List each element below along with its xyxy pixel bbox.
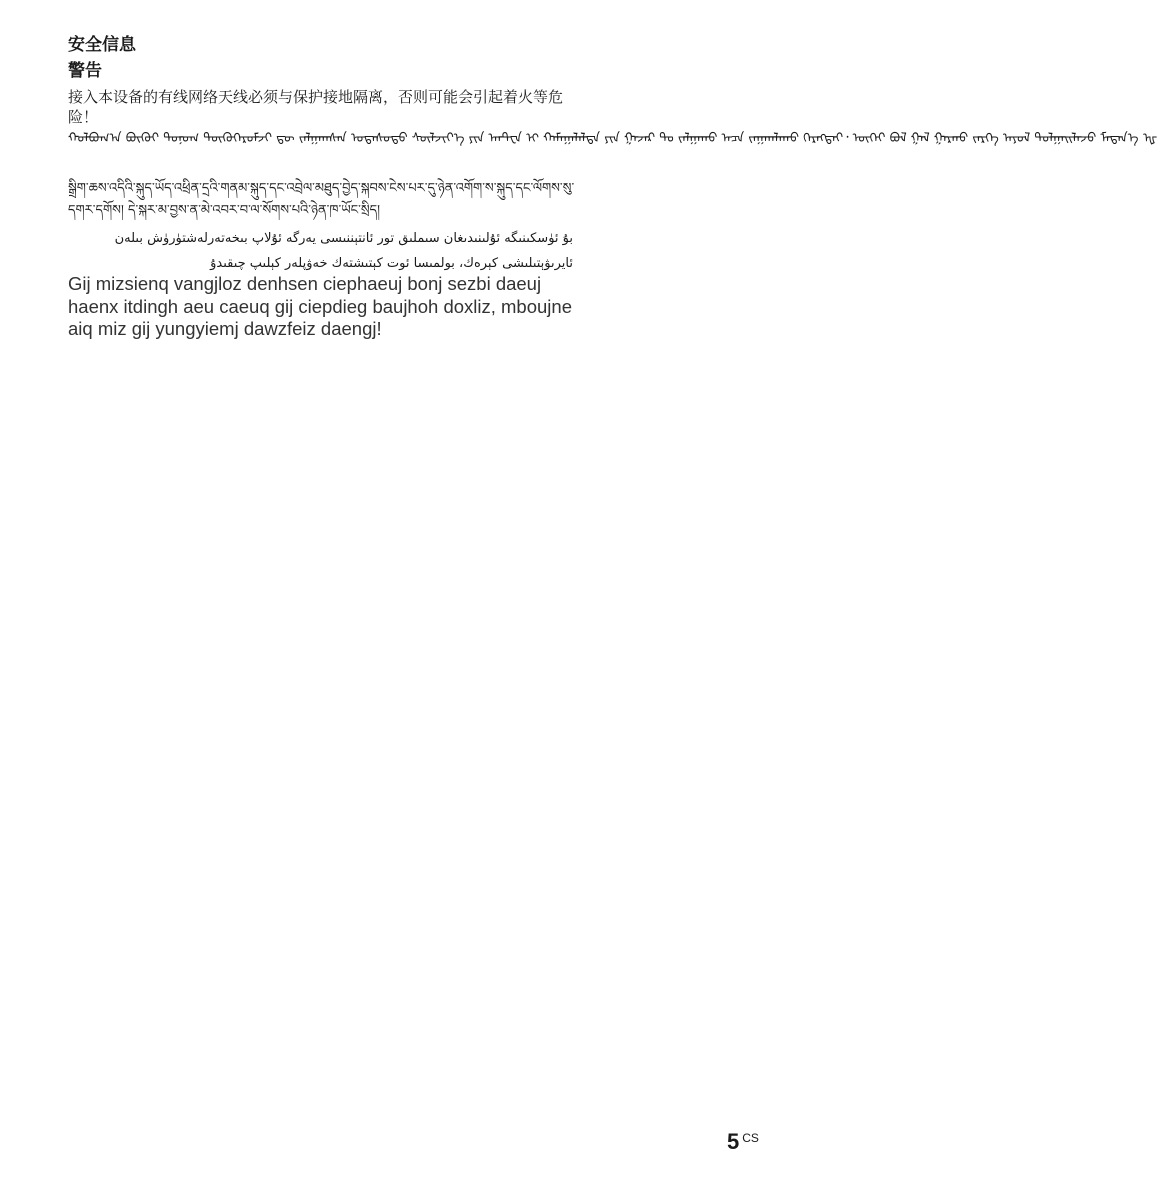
page-number-value: 5 (727, 1129, 740, 1154)
warning-text-zhuang: Gij mizsienq vangjloz denhsen ciephaeuj bonj sezbi daeuj haenx itdingh aeu caeuq gij ciepdieg baujhoh doxliz, mboujne aiq miz gij yungyiemj dawzfeiz daengj! (68, 273, 572, 339)
page-number (727, 1129, 759, 1155)
warning-text-tibetan: སྒྲིག་ཆས་འདིའི་སྐུད་ཡོད་འཕྲིན་དྲའི་གནམ་སྐུད་དང་འབྲེལ་མཐུད་བྱེད་སྐབས་ངེས་པར་དུ་ཉེན་འགོག་ས་སྐུད་དང་ལོགས་སུ་དགར་དགོས། དེ་སྐར་མ་བྱས་ན་མེ་འབར་བ་ལ་སོགས་པའི་ཉེན་ཁ་ཡོང་སྲིད། (68, 181, 575, 218)
warning-text-chinese: 接入本设备的有线网络天线必须与保护接地隔离，否则可能会引起着火等危险！ (68, 88, 564, 126)
warning-text-uyghur: بۇ ئۈسكىنىگە ئۇلىنىدىغان سىملىق تور ئانتېننىسى يەرگە ئۇلاپ بىخەتەرلەشتۈرۈش بىلەن ئايرىۋېتىلىشى كېرەك، بولمىسا ئوت كېتىشتەك خەۋپلەر كېلىپ چىقىدۇ (114, 231, 573, 271)
warning-text-mongolian: ᠬᠣᠯᠪᠣᠭ᠎ᠠ ᠪᠦᠬᠦᠢ ᠲᠣᠨᠣᠭ ᠲᠥᠬᠥᠭᠡᠷᠦᠮᠵᠢ ᠳᠦ ᠵᠠᠯᠭᠠᠭᠰᠠᠨ ᠤᠲᠠᠰᠤᠲᠤ ᠰᠦᠯᠵᠢᠶ᠎ᠡ ᠶᠢᠨ ᠠᠨᠲ᠋ᠧᠨ ᠢ ᠬᠠᠮᠠᠭᠠᠯᠠᠯᠲᠠ ᠶᠢᠨ ᠭᠠᠵᠠᠷ ᠲᠤ ᠵᠠᠯᠭᠠᠬᠤ ᠠᠴᠠ ᠵᠠᠭᠠᠭᠯᠠᠬᠤ ᠬᠡᠷᠡᠭᠲᠡᠢ᠂ ᠦᠭᠡᠶ ᠪᠣᠯ ᠭᠠᠯ ᠭᠠᠷᠬᠤ ᠵᠡᠷᠭᠡ ᠠᠶᠤᠯ ᠲᠣᠯᠭᠠᠢᠯᠠᠵᠤ ᠮᠡᠳᠡᠨ᠎ᠡ ᠾ (68, 131, 1157, 146)
page-title: 安全信息 (68, 35, 136, 55)
page-number-suffix: CS (742, 1131, 759, 1145)
section-heading: 警告 (68, 61, 102, 81)
